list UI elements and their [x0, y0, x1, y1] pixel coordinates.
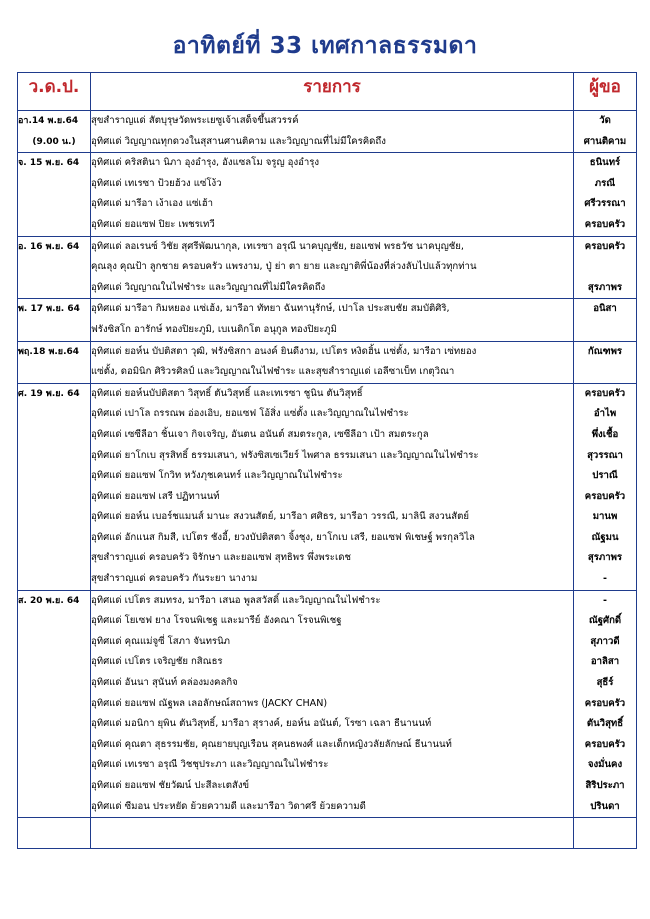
row-date-cell — [18, 299, 91, 341]
requester-name: ศรีวรรณา — [584, 198, 626, 210]
table-row — [18, 236, 637, 299]
table-row — [18, 590, 637, 818]
header-items: รายการ — [91, 73, 574, 111]
intention-line: ฟรังซิสโก อารักษ์ ทองปิยะภูมิ, เบเนดิกโต อนุกูล ทองปิยะภูมิ — [91, 323, 337, 335]
intention-line: อุทิศแด่ ยาโกเบ สุรสิทธิ์ ธรรมเสนา, ฟรังซิสเซเวียร์ ไพศาล ธรรมเสนา และวิญญาณในไฟชำระ — [91, 449, 479, 461]
row-date: อ. 16 พ.ย. 64 — [18, 241, 80, 252]
requester-name: สุภาวดี — [590, 635, 620, 647]
intention-line: อุทิศแด่ อักแนส กิมสี, เปโตร ชังอี้, ยวงบัปติสตา จิ้งชุง, ยาโกเบ เสรี, ยอแซฟ พิเชษฐ์ พรกุลวิไล — [91, 531, 475, 543]
row-requester-cell — [574, 299, 637, 341]
empty-row — [18, 818, 637, 849]
requester-name: ครอบครัว — [584, 240, 626, 252]
header-date: ว.ด.ป. — [18, 73, 91, 111]
requester-name: ปราณี — [592, 470, 618, 482]
intention-line: สุขสำราญแด่ ครอบครัว กันระยา นางาม — [91, 573, 258, 585]
requester-name: อนิสา — [593, 303, 617, 315]
intention-line: อุทิศแด่ โยเซฟ ยาง โรจนพิเชฐ และมารีย์ อังคณา โรจนพิเชฐ — [91, 615, 342, 627]
empty-cell — [574, 818, 637, 849]
requester-name: อำไพ — [593, 408, 617, 420]
requester-name: สุวรรณา — [587, 449, 623, 461]
intention-line: อุทิศแด่ มารีอา กิมหยอง แซ่เฮ้ง, มารีอา ทัทยา ฉันทานุรักษ์, เปาโล ประสบชัย สมบัติศิริ, — [91, 303, 450, 315]
row-date: ส. 20 พ.ย. 64 — [18, 595, 80, 606]
requester-name: - — [603, 573, 607, 585]
requester-name: ณัฐมน — [591, 531, 619, 543]
intention-line: อุทิศแด่ เปโตร สมทรง, มารีอา เสนอ พูลสวัสดิ์ และวิญญาณในไฟชำระ — [91, 594, 381, 606]
intention-line: อุทิศแด่ เทเรซา อรุณี วิชชุประภา และวิญญาณในไฟชำระ — [91, 759, 329, 771]
mass-intention-table — [17, 72, 637, 849]
requester-name: ครอบครัว — [584, 218, 626, 230]
row-items-cell — [91, 383, 574, 590]
requester-name: สุรภาพร — [587, 552, 623, 564]
intention-line: อุทิศแด่ เซซีลีอา ชิ้นเจา กิจเจริญ, อันตน อนันต์ สมตระกูล, เซซีลีอา เป้า สมตระกูล — [91, 428, 429, 440]
row-requester-cell — [574, 341, 637, 383]
row-date: พ. 17 พ.ย. 64 — [18, 304, 80, 315]
row-items-cell — [91, 153, 574, 236]
row-date-cell — [18, 111, 91, 153]
row-date: จ. 15 พ.ย. 64 — [18, 158, 80, 169]
intention-line: คุณลุง คุณป้า ลูกชาย ครอบครัว แพรงาม, ปู่ ย่า ตา ยาย และญาติพี่น้องที่ล่วงลับไปแล้วทุกท่าน — [91, 261, 477, 273]
table-row — [18, 299, 637, 341]
intention-line: อุทิศแด่ ยอห์น บัปติสตา วุฒิ, ฟรังซิสกา อนงค์ ยินดีงาม, เปโตร หงิดฮิ้น แซ่ตั้ง, มารีอา เซ่ทยอง — [91, 345, 477, 357]
requester-name: ณัฐศักดิ์ — [588, 615, 622, 627]
requester-name: ศานติคาม — [583, 135, 627, 147]
table-header-row — [18, 73, 637, 111]
intention-line: อุทิศแด่ ลอเรนซ์ วิชัย สุศรีพัฒนากุล, เทเรซา อรุณี นาคบุญชัย, ยอแซฟ พรธวัช นาคบุญชัย, — [91, 240, 464, 252]
row-requester-cell — [574, 111, 637, 153]
row-date-cell — [18, 341, 91, 383]
row-date: ศ. 19 พ.ย. 64 — [18, 388, 80, 399]
intention-line: สุขสำราญแด่ ครอบครัว จิรักษา และยอแซฟ สุทธิพร พึ่งพระเดช — [91, 552, 351, 564]
requester-name: อาลิสา — [590, 656, 620, 668]
requester-name — [574, 257, 636, 278]
requester-name: สิริประภา — [585, 780, 625, 791]
requester-name: ครอบครัว — [584, 490, 626, 502]
empty-cell — [18, 818, 91, 849]
intention-line: อุทิศแด่ ยอห์น เบอร์ชแมนส์ มานะ สงวนสัตย์, มารีอา ศศิธร, มารีอา วรรณี, มาลินี สงวนสัตย์ — [91, 511, 469, 523]
requester-name: ตันวิสุทธิ์ — [586, 718, 624, 730]
intention-line: อุทิศแด่ คุณตา สุธรรมชัย, คุณยายบุญเรือน สุคนธพงศ์ และเด็กหญิงวลัยลักษณ์ ธีนานนท์ — [91, 738, 452, 750]
intention-line: อุทิศแด่ วิญญาณทุกดวงในสุสานศานติคาม และวิญญาณที่ไม่มีใครคิดถึง — [91, 135, 386, 147]
requester-name: ครอบครัว — [584, 387, 626, 399]
intention-line: อุทิศแด่ ยอแซฟ ปิยะ เพชรเทวี — [91, 218, 215, 230]
table-row — [18, 111, 637, 153]
intention-line: สุขสำราญแด่ สัตบุรุษวัดพระเยซูเจ้าเสด็จขึ้นสวรรค์ — [91, 115, 299, 126]
intention-line: อุทิศแด่ เปโตร เจริญชัย กสิณธร — [91, 656, 223, 668]
row-date: พฤ.18 พ.ย.64 — [18, 346, 80, 357]
intention-line: อุทิศแด่ คริสตินา นิภา อุงอำรุง, อังแซลโม จรูญ อุงอำรุง — [91, 157, 320, 169]
requester-name: สุธีร์ — [596, 677, 614, 689]
intention-line: อุทิศแด่ อันนา สุนันท์ คล่องมงคลกิจ — [91, 677, 238, 689]
requester-name: จงมั่นคง — [587, 759, 623, 771]
requester-name: ปรินดา — [590, 800, 620, 812]
table-row — [18, 153, 637, 236]
requester-name: ภรณี — [594, 177, 616, 189]
row-items-cell — [91, 341, 574, 383]
intention-line: อุทิศแด่ ซีมอน ประหยัด ย้วยความดี และมารีอา วิดาศรี ย้วยความดี — [91, 800, 366, 812]
page-title: อาทิตย์ที่ 33 เทศกาลธรรมดา — [172, 33, 478, 59]
intention-line: อุทิศแด่ วิญญาณในไฟชำระ และวิญญาณที่ไม่มีใครคิดถึง — [91, 281, 326, 293]
intention-line: อุทิศแด่ ยอแซฟ ณัฐพล เลอลักษณ์สถาพร (JACKY CHAN) — [91, 697, 328, 709]
row-requester-cell — [574, 236, 637, 299]
intention-line: อุทิศแด่ ยอห์นบัปติสตา วิสุทธิ์ ตันวิสุทธิ์ และเทเรซา ชูนิน ตันวิสุทธิ์ — [91, 387, 363, 399]
requester-name: สุรภาพร — [587, 281, 623, 293]
intention-line: อุทิศแด่ ยอแซฟ เสรี ปฏิทานนท์ — [91, 490, 220, 502]
row-date-cell — [18, 383, 91, 590]
row-requester-cell — [574, 383, 637, 590]
row-items-cell — [91, 590, 574, 818]
row-date-cell — [18, 236, 91, 299]
row-time: (9.00 น.) — [32, 136, 76, 147]
requester-name: - — [603, 594, 607, 606]
requester-name: พึ่งเชื้อ — [591, 428, 619, 440]
requester-name: ธนินทร์ — [589, 157, 621, 169]
empty-cell — [91, 818, 574, 849]
intention-line: อุทิศแด่ มารีอา เง้าเอง แซ่เฮ้า — [91, 198, 214, 210]
row-items-cell — [91, 299, 574, 341]
intention-line: อุทิศแด่ เปาโล ถรรณพ อ่องเอิบ, ยอแซฟ โอ้สิ่ง แซ่ตั้ง และวิญญาณในไฟชำระ — [91, 408, 409, 420]
intention-line: อุทิศแด่ ยอแซฟ โกวิท หวังภุชเคนทร์ และวิญญาณในไฟชำระ — [91, 470, 343, 482]
row-date-cell — [18, 590, 91, 818]
intention-line: อุทิศแด่ เทเรซา ป้วยฮ้วง แซ่โง้ว — [91, 177, 222, 189]
row-items-cell — [91, 236, 574, 299]
requester-name: กัณฑพร — [587, 345, 623, 357]
row-requester-cell — [574, 153, 637, 236]
header-requester: ผู้ขอ — [574, 73, 637, 111]
intention-line: อุทิศแด่ คุณแม่จูซี่ โสภา จันทรนิภ — [91, 635, 230, 647]
intention-line: อุทิศแด่ มอนิกา ยุพิน ตันวิสุทธิ์, มารีอา สุรางค์, ยอห์น อนันต์, โรซา เฉลา ธีนานนท์ — [91, 718, 432, 730]
requester-name: ครอบครัว — [584, 738, 626, 750]
requester-name: มานพ — [592, 511, 618, 523]
table-row — [18, 383, 637, 590]
intention-line: อุทิศแด่ ยอแซฟ ชัยวัฒน์ ปะสีละเตสังข์ — [91, 780, 250, 791]
row-items-cell — [91, 111, 574, 153]
intention-line: แซ่ตั้ง, ดอมินิก ศิริวรศิลป์ และวิญญาณในไฟชำระ และสุขสำราญแด่ เอลีซาเบ็ท เกตุวิณา — [91, 366, 455, 378]
requester-name: ครอบครัว — [584, 697, 626, 709]
row-date: อา.14 พ.ย.64 — [18, 116, 79, 126]
requester-name: วัด — [599, 115, 611, 126]
row-date-cell — [18, 153, 91, 236]
row-requester-cell — [574, 590, 637, 818]
table-row — [18, 341, 637, 383]
